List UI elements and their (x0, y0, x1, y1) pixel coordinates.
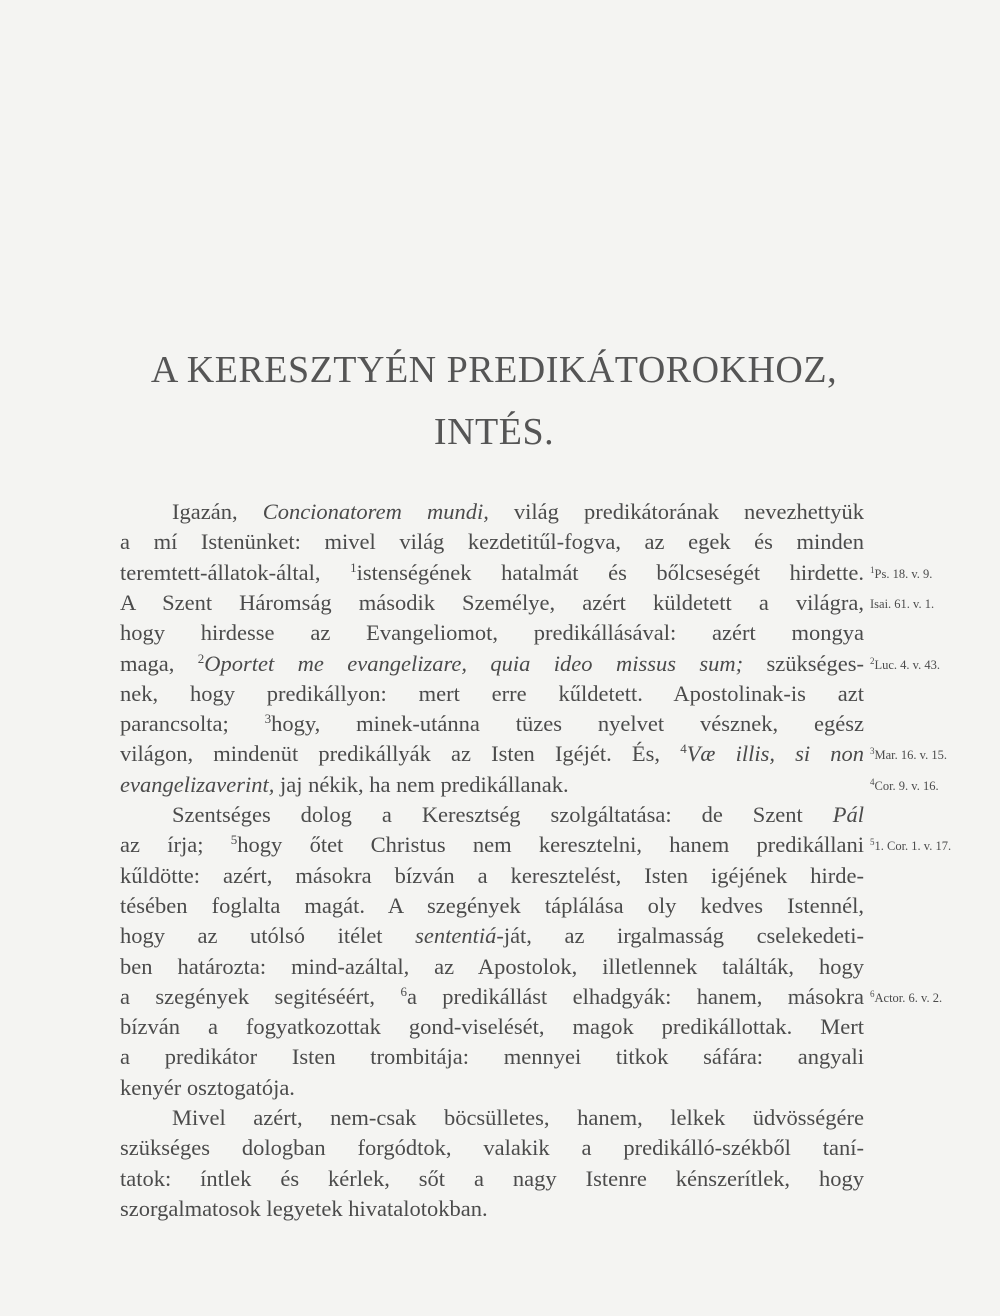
latin-phrase: Concionatorem mundi, (262, 499, 489, 524)
margin-reference (870, 990, 942, 1006)
text-segment: A Szent Háromság második Személye, azért küldetett a világra, (120, 589, 864, 615)
text-segment: hogy őtet Christus nem keresztelni, hanem predikállani (237, 832, 864, 858)
text-segment: hogy, minek-utánna tüzes nyelvet vésznek, egész (271, 711, 864, 737)
margin-reference (870, 838, 951, 854)
text-line (120, 952, 864, 982)
text-line (120, 527, 864, 557)
text-segment: bízván a fogyatkozottak gond-viselését, magok predikállottak. Mert (120, 1014, 864, 1040)
text-line (120, 830, 864, 860)
text-line (172, 1103, 864, 1133)
text-line (120, 1194, 864, 1224)
text-segment: világon, mindenüt predikállyák az Isten Igéjét. És, (120, 741, 681, 767)
text-segment: -ját, az irgalmasság cselekedeti- (496, 923, 864, 949)
text-segment: ben határozta: mind-azáltal, az Apostolok, illetlennek találták, hogy (120, 953, 864, 979)
footnote-marker: 2 (197, 650, 205, 666)
text-line (172, 800, 864, 830)
footnote-marker: 5 (230, 832, 238, 848)
text-line (120, 1012, 864, 1042)
text-segment: maga, (120, 650, 198, 676)
footnote-marker: 6 (400, 983, 407, 999)
reference-marker: 1 (870, 564, 875, 575)
text-line (120, 1164, 864, 1194)
footnote-marker: 3 (264, 711, 272, 727)
reference-text: Actor. 6. v. 2. (874, 990, 943, 1005)
text-segment: tésében foglalta magát. A szegények táplálása oly kedves Istennél, (120, 892, 864, 918)
reference-marker: 6 (870, 988, 875, 999)
footnote-marker: 1 (350, 559, 357, 575)
reference-text: Cor. 9. v. 16. (874, 778, 939, 793)
text-line (120, 891, 864, 921)
text-line (120, 1073, 864, 1103)
text-segment: Mivel azért, nem-csak böcsülletes, hanem, lelkek üdvösségére (172, 1105, 864, 1130)
text-segment: teremtett-állatok-által, (120, 559, 351, 585)
text-line (120, 921, 864, 951)
reference-text: 1. Cor. 1. v. 17. (874, 839, 952, 854)
text-segment: kenyér osztogatója. (120, 1074, 295, 1100)
reference-marker: 3 (870, 746, 875, 757)
text-segment: tatok: íntlek és kérlek, sőt a nagy Istenre kénszerítlek, hogy (120, 1165, 864, 1191)
text-line (120, 861, 864, 891)
text-segment: kűldötte: azért, másokra bízván a keresztelést, Isten igéjének hirde- (120, 862, 864, 888)
reference-text: Mar. 16. v. 15. (874, 748, 947, 763)
text-segment: az írja; (120, 832, 231, 858)
reference-marker: 5 (870, 837, 875, 848)
margin-reference (870, 657, 940, 673)
page-title: A KERESZTYÉN PREDIKÁTOROKHOZ, (150, 349, 838, 391)
latin-phrase: Oportet me evangelizare, quia ideo missus sum; (204, 650, 744, 676)
text-line (120, 588, 864, 618)
text-line (120, 982, 864, 1012)
text-segment: jaj nékik, ha nem predikállanak. (274, 771, 569, 797)
reference-marker: 4 (870, 776, 875, 787)
text-line (120, 558, 864, 588)
margin-reference (870, 566, 932, 582)
text-segment: szorgalmatosok legyetek hivatalotokban. (120, 1195, 488, 1221)
text-segment: a szegények segitéséért, (120, 983, 401, 1009)
reference-marker: 2 (870, 655, 875, 666)
text-line (120, 1133, 864, 1163)
latin-phrase: evangelizaverint, (120, 771, 275, 797)
text-line (120, 679, 864, 709)
text-segment: parancsolta; (120, 711, 265, 737)
text-segment: nek, hogy predikállyon: mert erre kűldetett. Apostolinak-is azt (120, 680, 864, 706)
text-line (120, 770, 864, 800)
latin-phrase: sententiá (415, 923, 497, 949)
text-segment: istenségének hatalmát és bőlcseségét hirdette. (356, 559, 864, 585)
text-segment: hogy az utólsó itélet (120, 923, 416, 949)
text-line (120, 709, 864, 739)
text-segment: a mí Istenünket: mivel világ kezdetitűl-fogva, az egek és minden (120, 529, 864, 555)
text-segment: Igazán, (172, 499, 263, 524)
text-line (120, 649, 864, 679)
text-segment: a predikátor Isten trombitája: mennyei titkok sáfára: angyali (120, 1044, 864, 1070)
text-line (172, 497, 864, 527)
reference-text: Luc. 4. v. 43. (874, 657, 940, 672)
latin-phrase: Pál (832, 802, 864, 827)
text-segment: hogy hirdesse az Evangeliomot, predikállásával: azért mongya (120, 620, 864, 646)
reference-text: Ps. 18. v. 9. (874, 566, 933, 581)
reference-text: Isai. 61. v. 1. (870, 596, 935, 611)
page-title-second-line: INTÉS. (433, 411, 555, 453)
text-line (120, 1042, 864, 1072)
latin-phrase: Væ illis, si non (686, 741, 864, 767)
text-segment: Szentséges dolog a Keresztség szolgáltatása: de Szent (172, 802, 833, 827)
text-line (120, 739, 864, 769)
margin-reference (870, 747, 947, 763)
text-segment: szükséges dologban forgódtok, valakik a predikálló-székből taní- (120, 1135, 864, 1161)
margin-reference (870, 596, 934, 612)
footnote-marker: 4 (680, 741, 687, 757)
text-segment: a predikállást elhadgyák: hanem, másokra (406, 983, 864, 1009)
text-segment: szükséges- (743, 650, 864, 676)
text-segment: világ predikátorának nevezhettyük (488, 499, 865, 524)
margin-reference (870, 778, 939, 794)
text-line (120, 618, 864, 648)
